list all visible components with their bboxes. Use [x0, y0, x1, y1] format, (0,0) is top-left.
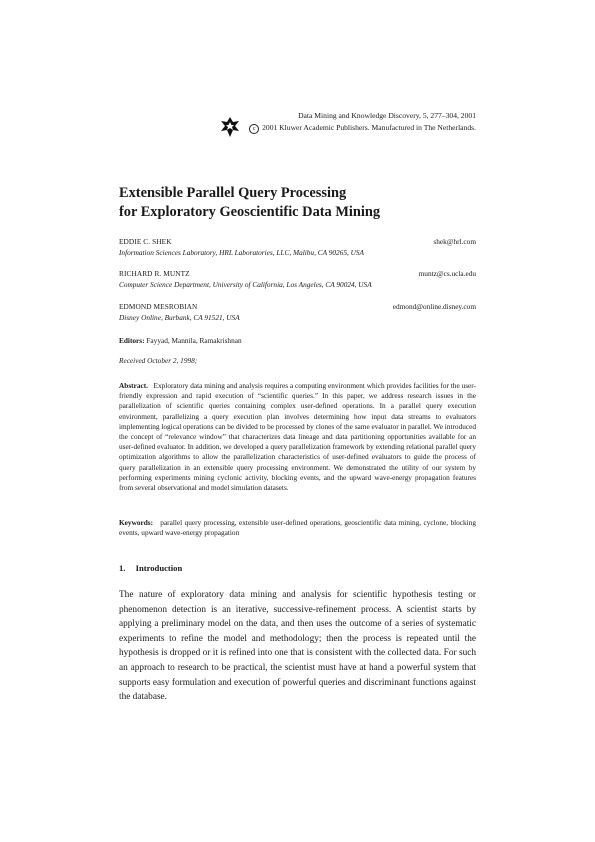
author-affiliation: Computer Science Department, University of California, Los Angeles, CA 90024, USA — [119, 280, 372, 289]
publisher-line — [249, 122, 476, 134]
editors-line — [119, 336, 242, 345]
abstract-text: Exploratory data mining and analysis requires a computing environment which provides facilities for the user-friendly expression and rapid execution of “scientific queries.” In this paper, we address research issues in the parallelization of scientific queries containing complex user-defined operations. In a parallel query execution environment, parallelizing a query execution plan involves determining how input data streams to evaluators implementing logical operations can be divided to be processed by clones of the same evaluator in parallel. We introduced the concept of “relevance window” that characterizes data lineage and data partitioning opportunities available for an user-defined evaluator. In addition, we developed a query parallelization framework by extending relational parallel query optimization algorithms to allow the parallelization characteristics of user-defined evaluators to guide the process of query parallelization in an extensible query processing environment. We demonstrated the utility of our system by performing experiments mining cyclonic activity, blocking events, and the upward wave-energy propagation features from several observational and model simulation datasets. — [119, 381, 476, 493]
publisher-logo — [221, 117, 239, 137]
keywords — [119, 518, 476, 538]
author-block — [119, 268, 476, 290]
journal-line: Data Mining and Knowledge Discovery, 5, 277–304, 2001 — [298, 111, 476, 120]
keywords-label: Keywords: — [119, 518, 154, 527]
author-email: shek@hrl.com — [433, 237, 476, 246]
author-affiliation: Information Sciences Laboratory, HRL Laboratories, LLC, Malibu, CA 90265, USA — [119, 248, 365, 257]
section-heading — [119, 563, 182, 573]
paper-title — [119, 184, 479, 221]
author-name: RICHARD R. MUNTZ — [119, 269, 190, 278]
author-email: muntz@cs.ucla.edu — [418, 269, 476, 278]
author-email: edmond@online.disney.com — [392, 302, 476, 311]
section-title: Introduction — [135, 563, 183, 573]
title-line-2: for Exploratory Geoscientific Data Mining — [119, 203, 381, 220]
abstract-label: Abstract. — [119, 381, 148, 390]
introduction-paragraph: The nature of exploratory data mining and analysis for scientific hypothesis testing or phenomenon detection is an iterative, successive-refinement process. A scientist starts by applying a preliminary model on the data, and then uses the outcome of a series of systematic experiments to refine the model and methodology; then the process is repeated until the hypothesis is dropped or it is refined into one that is consistent with the collected data. For such an approach to research to be practical, the scientist must have at hand a powerful system that supports easy formulation and execution of powerful queries and discriminant functions against the database. — [119, 590, 476, 703]
title-line-1: Extensible Parallel Query Processing — [119, 185, 347, 201]
author-block — [119, 236, 476, 258]
abstract — [119, 381, 476, 493]
publisher-text: 2001 Kluwer Academic Publishers. Manufactured in The Netherlands. — [262, 123, 476, 132]
received-date: Received October 2, 1998; — [119, 356, 198, 365]
author-name: EDDIE C. SHEK — [119, 237, 172, 246]
author-block — [119, 301, 476, 323]
author-affiliation: Disney Online, Burbank, CA 91521, USA — [119, 313, 240, 322]
section-number: 1. — [119, 563, 126, 573]
keywords-text: parallel query processing, extensible user-defined operations, geoscientific data mining, cyclone, blocking events, upward wave-energy propagation — [119, 518, 476, 538]
copyright-symbol: c — [249, 124, 259, 134]
editors-label: Editors: — [119, 336, 145, 345]
author-name: EDMOND MESROBIAN — [119, 302, 198, 311]
editors-names: Fayyad, Mannila, Ramakrishnan — [146, 336, 242, 345]
journal-header — [249, 110, 476, 134]
